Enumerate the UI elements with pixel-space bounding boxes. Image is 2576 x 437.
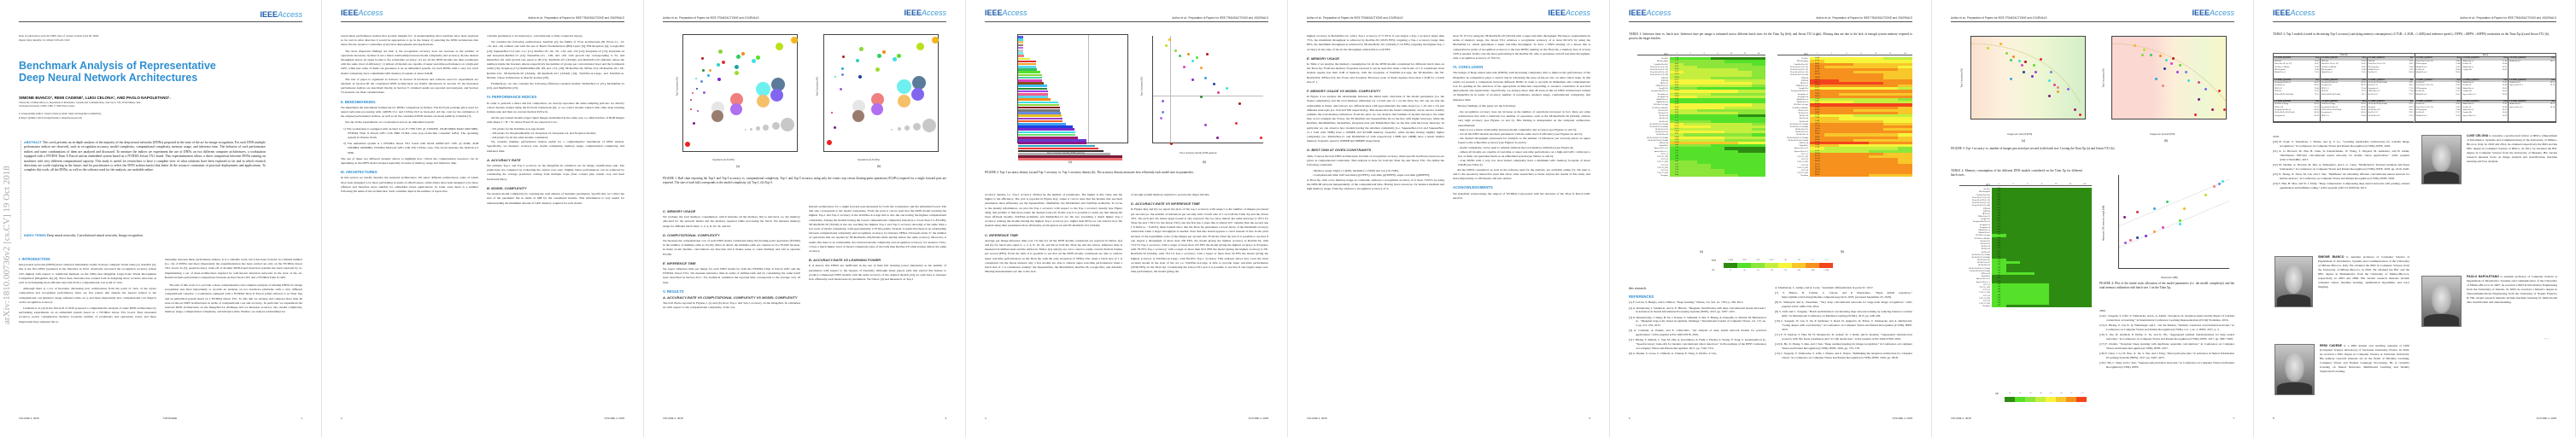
reference-item: [24] S. Han, H. Mao, and W. J. Dally, “Deep compression: Compressing deep neural networks with pruning, trained quantization and huffman coding,” arXiv preprint arXiv:1510.00149, 2015.: [2273, 181, 2409, 189]
table-1-caption: TABLE 1: Inference time vs. batch size. Inference time per image is estimated across different batch sizes for the Titan Xp (left), and Jetson TX1 (right). Missing data are due to the lack of enough system memory required to process the larger batches.: [1629, 32, 1912, 40]
table-row: VGG-16_BN 5.04: [1637, 166, 1765, 169]
ieee-access-logo: IEEEAccess: [341, 9, 383, 17]
table-row: SE-ResNet-101 1.09: [1959, 259, 2092, 261]
table-row: VGG-11 106.44: [1777, 153, 1912, 155]
table-row: ResNet-50 5.10: [1637, 120, 1765, 123]
page-header: Author et al.: Preparation of Papers for IEEE TRANSACTIONS and JOURNALS IEEEAccess: [1307, 9, 1590, 22]
table-row: MobileNet-v2 0.63: [1959, 231, 2092, 234]
table-3-best-models: Titan Xp ≤ 0.7GB, @15FPS Acc. DPN-68 75.95 DenseNet-121 (k=32) 74.47 NASNet-A-Mobile 74.10 BN-Inception 73.48 MobileNet-v2 71.81 ≤ 0.7GB, @30FPS Acc. DPN-68 75.95 DenseNet-121 (k=32) 74.47 NASNet-A-Mobile 74.10 BN-Inception 73.48 MobileNet-v2 71.81 ≤ 0.7GB, @60FPS Acc. DPN-68 75.95 DenseNet-121 (k=32) 74.47 BN-Inception 73.48 MobileNet-v2 71.81 ResNet-18 69.64 ≤ 1.0GB, @15FPS Acc. Inception-ResNet-v2 80.28 Inception-v4 80.10 DPN-131 79.44 DPN-98 79.23 SE-ResNeXt-50(32x4d) 79.11 ≤ 1.0GB, @30FPS Acc. Inception-ResNet-v2 80.28 Inception-v4 80.10 DPN-131 79.44 DPN-98 79.23 SE-ResNeXt-50(32x4d) 79.11 ≤ 1.0GB, @60FPS Acc. SE-ResNeXt-50(32x4d) 79.11 ResNet-152 78.25 Inception-v3 77.50 FBResNet-152 77.44 ResNet-101 77.31 ≤ 1.4GB, @15FPS Acc. NASNet-A-Large 82.50 SENet-154 81.32 Inception-ResNet-v2 80.28 SE-ResNeXt-101(32x4d) 80.28 Inception-v4 80.10 ≤ 1.4GB, @30FPS Acc. NASNet-A-Large 82.50 Inception-ResNet-v2 80.28 SE-ResNeXt-101(32x4d) 80.28 Inception-v4 80.10 DPN-131 79.44 ≤ 1.4GB, @60FPS Acc. SE-ResNeXt-50(32x4d) 79.11 Xception 78.79 SE-ResNet-101 78.42 ResNet-152 78.25 SE-ResNet-50 77.61 Jetson ≤ 0.7GB, @15FPS Acc. DenseNet-121 (k=32) 74.47 BN-Inception 73.48 MobileNet-v2 71.81 ResNet-18 69.64 MobileNet-v1 69.52 ≤ 0.7GB, @30FPS Acc. MobileNet-v2 71.81 ResNet-18 69.64 MobileNet-v1 69.52 GoogLeNet 66.45 ≤ 0.7GB, @60FPS Acc. MobileNet-v1 69.52 ≤ 1.0GB, @15FPS Acc. ResNet-50 76.01 DenseNet-121 (k=32) 74.47 BN-Inception 73.48 ResNet-34 73.27 MobileNet-v2 71.81 ≤ 1.0GB, @30FPS Acc. MobileNet-v2 71.81 ResNet-18 69.64 MobileNet-v1 69.52 GoogLeNet 66.45 SqueezeNet-v1.1 58.18 ≤ 1.0GB, @60FPS Acc. MobileNet-v1 69.52 SqueezeNet-v1.1 58.18 ≤ 1.4GB, @15FPS Acc. ResNet-50 76.01 DenseNet-121 (k=32) 74.47 BN-Inception 73.48 ResNet-34 73.27 MobileNet-v2 71.81 ≤ 1.4GB, @30FPS Acc. MobileNet-v2 71.81 ResNet-18 69.64 MobileNet-v1 69.52 GoogLeNet 66.45 SqueezeNet-v1.1 58.18 ≤ 1.4GB, @60FPS Acc. MobileNet-v1 69.52 SqueezeNet-v1.1 58.18: [2273, 53, 2556, 123]
table-1a-titan: DNN 1 2 4 8 16 32 64 AlexNet 1.28 BN-Inception 5.79 CaffeResNet-101 8.20 DenseNet-121 (k=32) 8.93 DenseNet-169 (k=32) 13.03 DenseNet-201 (k=32) 17.15 DenseNet-161 (k=48) 15.50 DPN-68 10.68 DPN-98 22.31 DPN-131 29.70 FBResNet-152 14.55 GoogLeNet 4.54 Inception-ResNet-v2 25.94 Inception-v3 10.10 Inception-v4 18.96 MobileNet-v1 2.45 MobileNet-v2 3.34 NASNet-A-Large 32.30 NASNet-A-Mobile 22.36 ResNet-101 8.90 ResNet-152 14.31 ResNet-18 1.79 ResNet-34 3.11 ResNet-50 5.10 ResNeXt-101 (32x4d) 17.05 ResNeXt-101 (64x4d) 21.05 SE-ResNet-101 15.10 SE-ResNet-152 23.43 SE-ResNet-50 8.32 SE-ResNeXt-101 (32x4d) 24.96 SE-ResNeXt-50 (32x4d) 12.06 SENet-154 53.80 ShuffleNet 5.40 SqueezeNet-v1.0 1.53 SqueezeNet-v1.1 1.60 VGG-11 3.57 VGG-11_BN 3.49 VGG-13 3.88 VGG-13_BN 4.40 VGG-16 5.17 VGG-16_BN 5.04 VGG-19 5.50 VGG-19_BN 6.17 Xception 6.44: [1637, 53, 1765, 177]
page-2: [322, 0, 644, 437]
table-row: NASNet-A-Mobile 133.87: [1777, 107, 1912, 109]
table-row: AlexNet 1.28: [1637, 57, 1765, 60]
page-header: IEEEAccess Author et al.: Preparation of Papers for IEEE TRANSACTIONS and JOURNALS: [985, 9, 1268, 22]
table-row: SE-ResNet-50 8.32: [1637, 133, 1765, 136]
table-row: Inception-ResNet-v2 25.94: [1637, 90, 1765, 92]
bio-cadene: REMI CADENE is a PhD student and teaching assistant at LIP6 (Computer Science laboratory) of Sorbonne University, France. In 2016, he received a MSc degree in Computer Science at Sorbonne University. His primary research interests are in the fields of Machine Learning, Computer Vision and Natural Language Processing. He is currently focusing on Neural Networks, Multimodal Learning and Weakly Supervised Learning.: [2320, 344, 2409, 373]
table-row: Inception-v3 10.10: [1637, 93, 1765, 96]
table-row: SqueezeNet-v1.1 1.60: [1637, 150, 1765, 153]
figure-1-caption: FIGURE 1: Ball chart reporting the Top-1 and Top-5 accuracy vs. computational complexity. Top-1 and Top-5 accuracy using only the center crop versus floating-point operations (FLOPs) required for a single forward pass are reported. The size of each ball corresponds to the model complexity. (a) Top-1; (b) Top-5.: [663, 177, 946, 184]
abstract-rule: [20, 141, 22, 239]
table-row: GoogLeNet 0.66: [1959, 218, 2092, 220]
bio-napoletano: PAOLO NAPOLETANO is assistant professor of Computer Science at Department of Informatics, Systems and Communication of the University of Milano-Bicocca. In 2007, he received a PhD in Information Engineering from the University of Salerno. In 2003, he received a Master's degree in Telecommunications Engineering from the University of Naples Federico II. His current research interests include machine learning for multi-modal data classification and understanding.: [2467, 275, 2557, 304]
reference-item: [11] F. N. Iandola, S. Han, M. W. Moskewicz, K. Ashraf, W. J. Dally, and K. Keutzer, “Squeezenet: Alexnet-level accuracy with 50x fewer parameters and< 0.5 mb model size,” arXiv preprint arXiv:1602.07360, 2016.: [1775, 332, 1912, 341]
figure-1a-ball-chart: [682, 34, 798, 152]
legend-swatch: [2066, 397, 2076, 402]
table-row: MobileNet-v2 20.51: [1777, 101, 1912, 103]
table-row: Inception-v3 0.72: [1959, 224, 2092, 226]
table-row: Inception-ResNet-v2 198.95: [1777, 90, 1912, 92]
page-1: [0, 0, 322, 437]
reference-item: [22] M. Sandler, A. Howard, M. Zhu, A. Zhmoginov, and L.-C. Chen, “Mobilenetv2: Inverted residuals and linear bottlenecks,” in Conference on Computer Vision and Pattern Recognition (CVPR). IEEE, 2018, pp. 4510–4520.: [2273, 162, 2410, 171]
table-row: SE-ResNet-152 23.43: [1637, 131, 1765, 133]
table-row: NASNet-A-Large 1.09: [1959, 234, 2092, 236]
table-row: DPN-68 10.68: [1637, 77, 1765, 79]
reference-item: [21] A. G. Howard, M. Zhu, B. Chen, D. Kalenichenko, W. Wang, T. Weyand, M. Andreetto, and H. Adam, “Mobilenets: Efficient convolutional neural networks for mobile vision applications,” arXiv preprint arXiv:1704.04861, 2017.: [2273, 149, 2409, 161]
section-heading: I. INTRODUCTION: [19, 257, 50, 261]
table-row: DPN-131 0.95: [1959, 213, 2092, 215]
figure-2a-bar-chart: [1017, 34, 1128, 143]
bio-celona: LUIGI CELONA is currently a postdoctoral fellow at DISCo (Department of Informatics, Systems and Communication) of the University of Milano-Bicocca, Italy. In 2018 and 2014, he obtained respectively the PhD and the MSc degree in Computer Science at DISCo. In 2011, he obtained the BSc degree in Computer Science from the University of Messina. His current research interests focus on image analysis and classification, machine learning and face analysis.: [2467, 134, 2557, 163]
legend-swatch: [1765, 263, 1778, 268]
table-row: DenseNet-169 (k=32) 137.96: [1777, 68, 1912, 71]
author-photo-bianco: [2274, 256, 2313, 307]
page-header: IEEEAccess Author et al.: Preparation of Papers for IEEE TRANSACTIONS and JOURNALS: [2273, 9, 2556, 22]
page-header: Author et al.: Preparation of Papers for IEEE TRANSACTIONS and JOURNALS IEEEAccess: [663, 9, 946, 22]
table-row: ResNeXt-101 (64x4d) 177.40: [1777, 125, 1912, 128]
table-row: ResNet-50 53.09: [1777, 120, 1912, 123]
table-2-caption: TABLE 2: Memory consumption of the different DNN models considered on the Titan Xp for different batch sizes.: [1951, 169, 2082, 177]
table-row: VGG-16_BN 163.37: [1777, 166, 1912, 169]
publication-date: Date of publication xxxx 00, 0000, date of current version xxxx 00, 0000.: [19, 34, 100, 38]
doi: Digital Object Identifier 10.1109/ACCESS.2017.DOI: [19, 39, 70, 42]
table-row: SqueezeNet-v1.1 11.05: [1777, 150, 1912, 153]
affiliation-2: ²Sorbonne Université, CNRS, LIP6, F-75005 Paris, France: [19, 105, 75, 108]
table-row: SE-ResNet-50 1.02: [1959, 264, 2092, 266]
legend-swatch: [2025, 397, 2035, 402]
table-row: SE-ResNeXt-101 (32x4d) 24.96: [1637, 137, 1765, 139]
legend-swatch: [2015, 397, 2025, 402]
right-column: lationship between these performance indices. It is a valuable work, but it has been focused on a limited number (i.e. 14) of DNNs and more importantly the experimentation has been carried out only on the NVIDIA Jetson TX1 board. In [5], speed/accuracy trade-off of modern DNN-based detection systems has been explored by re-implementing a set of meta-architectures inspired by well-known detection networks in the state of the art. Results include performance comparisons between an Intel Xeon CPU and a NVIDIA Titan X GPU. The aim of this work is to provide a more comprehensive and complete analysis of existing DNNs for image recognition and most importantly to provide an analysis on two hardware platforms with a very different computational capacity: a workstation equipped with a NVIDIA Titan X Pascal (often referred to as Titan Xp) and an embedded system based on a NVIDIA Jetson TX1. To this aim we analyze and compare more than 40 state-of-the-art DNN architectures in terms of computational cost and accuracy. In particular we experiment the selected DNN architectures on the ImageNet-1k challenge and we measure: accuracy rate, model complexity, memory usage, computational complexity, and inference time. Further, we analyze relationships be-: [165, 258, 302, 314]
legend-swatch: [2056, 397, 2066, 402]
table-row: ResNeXt-101 (32x4d) 0.77: [1959, 253, 2092, 256]
page-7: Author et al.: Preparation of Papers for IEEE TRANSACTIONS and JOURNALS IEEEAccess Images per second [FPS] Top-1 accuracy [%] (a) Images per second [FPS] Top-1 accuracy [%] (b) FIGURE 3: Top-1 accuracy vs. number of images processed per second (with batch size 1) using the Titan Xp (a) and Jetson TX1 (b). TABLE 2: Memory consumption of the different DNN models considered on the Titan Xp for different batch sizes. DNN 1 2 4 8 16 32 64 AlexNet 0.82 BN-Inception 0.67 CaffeResNet-101 0.74 DenseNet-121 (k=32) 0.67 DenseNet-169 (k=32) 0.87 DenseNet-201 (k=32) 0.72 DenseNet-161 (k=48) 0.76 DPN-68 0.65 DPN-98 0.87 DPN-131 0.95 FBResNet-152 0.89 GoogLeNet 0.66 Inception-ResNet-v2 0.87 Inception-v3 0.72 Inception-v4 0.80 MobileNet-v1 0.63 MobileNet-v2 0.63 NASNet-A-Large 1.09 NASNet-A-Mobile 0.63 ResNet-101 0.82 ResNet-152 0.89 ResNet-18 0.67 ResNet-34 0.74 ResNet-50 0.74 ResNeXt-101 (32x4d) 0.77 ResNeXt-101 (64x4d) 0.90 SE-ResNet-101 1.09 SE-ResNet-152 1.19 SE-ResNet-50 1.02 SE-ResNeXt-101 (32x4d) 1.07 SE-ResNeXt-50 (32x4d) 1.00 SENet-154 1.31 ShuffleNet 0.91 SqueezeNet-v1.0 0.92 SqueezeNet-v1.1 0.90 VGG-11 1.41 VGG-11_BN 1.44 VGG-13 1.44 VGG-13_BN 1.44 VGG-16 1.46 VGG-16_BN 1.46 VGG-19 1.49 VGG-19_BN 1.49 Xception 1.03 GB <1 <2 <3 <4 <5 <6 <7 >=7 Parameters [MB] Maximum GPU memory usage [MB] FIGURE 4: Plot of the initial static allocation of the model parameters (i.e. the model complexity) and the total memory utilization with batch size 1 on the Titan Xp. 2826. [14] C. Szegedy, S. Ioffe, V. Vanhoucke, and A. A. Alemi, “Inception-v4, inception-resnet and the impact of residual connections on learning,” in International Conference Learning Representations (ICLR) Workshop, 2016. [15] G. Huang, Z. Liu, K. Q. Weinberger, and L. van der Maaten, “Densely connected convolutional networks,” in Conference on Computer Vision and Pattern Recognition (CVPR), vol. 1, no. 2. IEEE, 2017, p. 3. [16] S. Xie, R. Girshick, P. Dollár, Z. Tu, and K. He, “Aggregated residual transformations for deep neural networks,” in Conference on Computer Vision and Pattern Recognition (CVPR). IEEE, 2017, pp. 5987–5995. [17] F. Chollet, “Xception: Deep learning with depthwise separable convolutions,” in Conference on Computer Vision and Pattern Recognition (CVPR). IEEE, 2017. [18] Y. Chen, J. Li, H. Xiao, X. Jin, S. Yan, and J. Feng, “Dual path networks,” in Advances in Neural Information Processing Systems (NIPS), 2017, pp. 4467–4475. [19] J. Hu, L. Shen, and G. Sun, “Squeeze-and-excitation networks,” in Conference on Computer Vision and Pattern Recognition (CVPR). IEEE, VOLUME 4, 2018 7: [1932, 0, 2254, 437]
table-row: MobileNet-v1 15.06: [1777, 98, 1912, 101]
table-row: FBResNet-152 0.89: [1959, 215, 2092, 218]
table-row: ResNeXt-101 (32x4d) 115.37: [1777, 123, 1912, 125]
github-icon: ●: [19, 116, 20, 119]
table-row: SENet-154 309.48: [1777, 142, 1912, 144]
table-row: VGG-19_BN 6.17: [1637, 172, 1765, 174]
reference-item: A. Desmaison, L. Antiga, and A. Lerer, “Automatic differentiation in pytorch,” 2017.: [1775, 286, 1874, 289]
legend-swatch: [1751, 263, 1765, 268]
bio-bianco: SIMONE BIANCO is assistant professor of Computer Science at Department of Informatics, Systems and Communication of the University of Milano-Bicocca, Italy. He obtained the PhD in Computer Science from the University of Milano-Bicocca, in 2010. He obtained the BSc and the MSc degree in Mathematics from the University of Milano-Bicocca, respectively in 2003 and 2006. His current research interests include computer vision, machine learning, optimization algorithms, and color imaging.: [2318, 255, 2409, 288]
table-row: SE-ResNet-152 169.73: [1777, 131, 1912, 133]
table-row: NASNet-A-Mobile 22.36: [1637, 107, 1765, 109]
reference-item: [5] J. Huang, V. Rathod, C. Sun, M. Zhu, A. Korattikara, A. Fathi, I. Fischer, Z. Wojna, Y. Song, S. Guadarrama et al., “Speed/accuracy trade-offs for modern convolutional object detectors,” in Proceedings of the IEEE Conference on Computer Vision and Pattern Recognition, 2017, pp. 7310–7311.: [1629, 338, 1766, 350]
table-row: VGG-13_BN 1.44: [1959, 291, 2092, 294]
table-row: SqueezeNet-v1.0 1.53: [1637, 147, 1765, 149]
table-row: SE-ResNeXt-101 (32x4d) 139.62: [1777, 137, 1912, 139]
page-footer: VOLUME 4, 2018 3: [663, 417, 946, 420]
table-row: DenseNet-161 (k=48) 0.76: [1959, 204, 2092, 207]
legend-swatch: [2005, 397, 2015, 402]
figure-2-caption: FIGURE 2: Top-1 accuracy density (a) and Top-1 accuracy vs. Top-1 accuracy density (b). The accuracy density measures how efficiently each model uses its parameters.: [985, 171, 1194, 174]
table-row: VGG-13 1.44: [1959, 288, 2092, 291]
table-row: GoogLeNet 32.11: [1777, 87, 1912, 90]
table-row: AlexNet 28.88: [1777, 57, 1912, 60]
table-row: ResNet-152 14.31: [1637, 112, 1765, 114]
table-row: DenseNet-201 (k=32) 0.72: [1959, 201, 2092, 204]
figure-3b-scatter: [2111, 36, 2227, 119]
reference-item: 2826.: [2099, 309, 2106, 312]
author-photo-napoletano: [2421, 276, 2462, 327]
reference-item: [7] S. Bianco, R. Cadène, L. Celona, and P. Napoletano, “Paper github repository,” https://github.com/CeLuigi/models-comparison.pytorch, 2018, (accessed September 25, 2018).: [1775, 291, 1912, 299]
table-row: ResNet-18 1.79: [1637, 114, 1765, 117]
page-footer: VOLUME 4, 2018 5: [1307, 417, 1590, 420]
table-row: VGG-11_BN 101.50: [1777, 155, 1912, 158]
table-row: VGG-19_BN 185.18: [1777, 172, 1912, 174]
table-row: DPN-98 22.31: [1637, 79, 1765, 82]
table-row: ResNeXt-101 (32x4d) 17.05: [1637, 123, 1765, 125]
table-row: Inception-v4 0.80: [1959, 226, 2092, 229]
table-row: VGG-16 5.17: [1637, 164, 1765, 166]
table-row: Inception-v3 79.39: [1777, 93, 1912, 96]
legend-swatch: [1819, 263, 1833, 268]
table-row: VGG-19 1.49: [1959, 300, 2092, 302]
table-row: FBResNet-152 14.55: [1637, 84, 1765, 87]
reference-item: [1] Y. LeCun, Y. Bengio, and G. Hinton, “Deep learning,” Nature, vol. 521, no. 7553, p. 436, 2015.: [1629, 300, 1744, 305]
table-row: DenseNet-169 (k=32) 0.87: [1959, 199, 2092, 201]
table-row: Xception 1.03: [1959, 305, 2092, 307]
page-header: IEEEAccess Author et al.: Preparation of Papers for IEEE TRANSACTIONS and JOURNALS: [1629, 9, 1912, 22]
index-terms: INDEX TERMS Deep neural networks, Convolutional neural networks, Image recognition.: [24, 234, 143, 237]
table-row: DenseNet-161 (k=48) 15.50: [1637, 73, 1765, 76]
table-row: SE-ResNet-152 1.19: [1959, 261, 2092, 264]
figure-4-scatter: [2118, 175, 2229, 269]
table-row: DPN-98 0.87: [1959, 210, 2092, 213]
table-row: CaffeResNet-101 8.20: [1637, 63, 1765, 66]
table-row: SENet-154 53.80: [1637, 142, 1765, 144]
table-row: ResNeXt-101 (64x4d) 0.90: [1959, 256, 2092, 259]
reference-item: [10] C. Szegedy, W. Liu, Y. Jia, P. Sermanet, S. Reed, D. Anguelov, D. Erhan, V. Vanhoucke, and A. Rabinovich, “Going deeper with convolutions,” in Conference on Computer Vision and Pattern Recognition (CVPR). IEEE, 2015.: [1775, 319, 1912, 331]
ieee-access-logo: IEEEAccess: [985, 9, 1027, 17]
page-footer: 6 VOLUME 4, 2018: [1629, 417, 1912, 420]
author-photo-cadene: [2274, 344, 2315, 395]
reference-item: [19] J. Hu, L. Shen, and G. Sun, “Squeeze-and-excitation networks,” in Conference on Computer Vision and Pattern Recognition (CVPR). IEEE,: [2099, 361, 2234, 369]
paper-title: Benchmark Analysis of Representative Deep Neural Network Architectures: [19, 60, 216, 84]
table-row: VGG-16_BN 1.46: [1959, 297, 2092, 300]
table-row: VGG-11_BN 3.49: [1637, 155, 1765, 158]
table-2-memory: DNN 1 2 4 8 16 32 64 AlexNet 0.82 BN-Inception 0.67 CaffeResNet-101 0.74 DenseNet-121 (k=32) 0.67 DenseNet-169 (k=32) 0.87 DenseNet-201 (k=32) 0.72 DenseNet-161 (k=48) 0.76 DPN-68 0.65 DPN-98 0.87 DPN-131 0.95 FBResNet-152 0.89 GoogLeNet 0.66 Inception-ResNet-v2 0.87 Inception-v3 0.72 Inception-v4 0.80 MobileNet-v1 0.63 MobileNet-v2 0.63 NASNet-A-Large 1.09 NASNet-A-Mobile 0.63 ResNet-101 0.82 ResNet-152 0.89 ResNet-18 0.67 ResNet-34 0.74 ResNet-50 0.74 ResNeXt-101 (32x4d) 0.77 ResNeXt-101 (64x4d) 0.90 SE-ResNet-101 1.09 SE-ResNet-152 1.19 SE-ResNet-50 1.02 SE-ResNeXt-101 (32x4d) 1.07 SE-ResNeXt-50 (32x4d) 1.00 SENet-154 1.31 ShuffleNet 0.91 SqueezeNet-v1.0 0.92 SqueezeNet-v1.1 0.90 VGG-11 1.41 VGG-11_BN 1.44 VGG-13 1.44 VGG-13_BN 1.44 VGG-16 1.46 VGG-16_BN 1.46 VGG-19 1.49 VGG-19_BN 1.49 Xception 1.03: [1959, 184, 2092, 307]
corresponding-author: Corresponding author: Luigi Celona (e-mail: luigi.celona@disco.unimib.it).: [19, 112, 102, 115]
reference-item: [14] C. Szegedy, S. Ioffe, V. Vanhoucke, and A. A. Alemi, “Inception-v4, inception-resnet and the impact of residual connections on learning,” in International Conference Learning Representations (ICLR) Workshop, 2016.: [2099, 314, 2234, 322]
table-row: SE-ResNet-101 15.10: [1637, 128, 1765, 131]
table-row: ResNet-34 39.88: [1777, 117, 1912, 119]
table-row: Xception 6.44: [1637, 174, 1765, 177]
table-row: SqueezeNet-v1.0 0.92: [1959, 277, 2092, 280]
reference-item: [23] X. Zhang, X. Zhou, M. Lin, and J. Sun, “Shufflenet: An extremely efficient convolutional neural network for mobile devices,” in Conference on Computer Vision and Pattern Recognition (CVPR). IEEE, 2018.: [2273, 172, 2409, 180]
gb-color-legend: [2005, 397, 2087, 402]
table-row: DenseNet-169 (k=32) 13.03: [1637, 68, 1765, 71]
table-row: Inception-v4 18.96: [1637, 96, 1765, 98]
table-row: BN-Inception 35.52: [1777, 60, 1912, 62]
table-row: SE-ResNeXt-50 (32x4d) 12.06: [1637, 139, 1765, 142]
table-row: VGG-19_BN 1.49: [1959, 302, 2092, 305]
table-row: SE-ResNeXt-50 (32x4d) 1.00: [1959, 270, 2092, 272]
table-row: ResNeXt-101 (64x4d) 21.05: [1637, 125, 1765, 128]
table-row: VGG-16 151.52: [1777, 164, 1912, 166]
page-footer: 8 VOLUME 4, 2018: [2273, 417, 2556, 420]
arxiv-stamp: arXiv:1810.00736v2 [cs.CV] 19 Oct 2018: [2, 166, 12, 324]
legend-swatch: [2046, 397, 2056, 402]
table-row: DPN-68 0.65: [1959, 207, 2092, 210]
table-row: VGG-11 3.57: [1637, 153, 1765, 155]
table-row: Inception-v4 158.00: [1777, 96, 1912, 98]
reference-item: [4] A. Canziani, A. Paszke, and E. Culurciello, “An analysis of deep neural network models for practical applications,” arXiv preprint arXiv:1605.07678, 2016.: [1629, 329, 1766, 337]
reference-item: [12] K. He, X. Zhang, S. Ren, and J. Sun, “Deep residual learning for image recognition,” in Conference on Computer Vision and Pattern Recognition (CVPR). IEEE, 2016, pp. 770–778.: [1775, 341, 1912, 350]
table-row: ResNet-152 0.89: [1959, 242, 2092, 245]
table-row: CaffeResNet-101 0.74: [1959, 194, 2092, 196]
page-footer: VOLUME 4, 2018 ©2018 IEEE 1: [19, 417, 302, 420]
table-row: VGG-11_BN 1.44: [1959, 286, 2092, 288]
author-list: SIMONE BIANCO¹, REMI CADENE², LUIGI CELONA¹, AND PAOLO NAPOLETANO¹.: [19, 96, 171, 100]
end-mark: • • •: [2544, 337, 2549, 341]
table-row: MobileNet-v1 2.45: [1637, 98, 1765, 101]
legend-swatch: [1724, 263, 1737, 268]
legend-swatch: [1792, 263, 1806, 268]
page-header: IEEEAccess Author et al.: Preparation of Papers for IEEE TRANSACTIONS and JOURNALS: [341, 9, 624, 22]
table-row: SE-ResNeXt-101 (32x4d) 1.07: [1959, 267, 2092, 270]
page-5: Author et al.: Preparation of Papers for IEEE TRANSACTIONS and JOURNALS IEEEAccess highest accuracy is MobileNet-v2, with a Top-1 accuracy of 71.81%; if one targets a Top-1 accuracy larger than 75%, the maximum throughput is achieved by ResNet-50 (18,83 FPS); targeting a Top-1 accuracy larger than 80%, the maximum throughput is achieved by SE-ResNeXt-101 (32x4d) (7,16 FPS); targeting the highest Top-1 accuracy in the state of the art the throughput achievable is 2,29 FPS. E. MEMORY USAGE In Table 2 we analyze the memory consumption for all the DNN models considered for different batch sizes on the Titan Xp. From the memory footprints reported it can be seen that when a batch size of 1 is considered, most models require less than 1GB of memory, with the exception of NASNet-A-Large, the SE-ResNets, the SE-ResNeXTs, SENet-154, the VGGs and Xception. However none of them requires more than 1.5GB for a batch size of 1. F. MEMORY USAGE VS MODEL COMPLEXITY In Figure 4 we analyze the relationship between the initial static allocation of the model parameters (i.e. the model complexity) and the total memory utilization for a batch size of 1 on the Titan Xp. We can see that the relationship is linear, and follows two different lines with approximately the same slope (i.e. 1.10 and 1.15) and different intercepts (i.e. 910 and 639 respectively). This means that the model complexity can be used to reliably estimate the total memory utilization. From the plots we can observe that families of models belong to the same line, as for example the VGGs, the SE-ResNets ans SqueezeNets lie on the line with higher intercept, while the ResNets, DualPathNets, DenseNets, Inception nets and MobileNets line on the line with the lower intercept. In particular we can observe how models having the smallest complexity (i.e. SqueezeNet-v1.0 and SqueezeNet-v1.1 both with 5MB) have a 943MB and 921MB memory footprint, while models having slightly higher complexity (i.e. MobileNet-v1 and MobileNet-v2 with respectively 17MB and 14MB) have a much smaller memory footprint, equal to 650MB and 648MB respectively. G. BEST DNN AT GIVEN CONSTRAINTS Table 3 shows the best DNN architectures in terms of recognition accuracy when specific hardware resources are given as computational constraints. This analysis is done for both the Titan Xp and Jetson TX1. We define the following constrains: - Memory usage: high (≤1.4GB), medium (≤1.0GB) and low (≤0.7GB); - Computational time: half real-time (@15FPS), real-time (@30FPS), super real-time (@60FPS); A Titan Xp, with a low memory usage as constraint, achieves a recognition accuracy of at most 75.95% by using the DPN-68 network independently of the computational time. Having more resources, for instance medium and high memory usage, Titan Xp achieves a recognition accuracy of at most 79.11% by using the SE-ResNeXt-50 (32x4d) with a super real-time throughput. Having no requirements in terms of memory usage, the Jetson TX1 achieves a recognition accuracy of at most 69.52% by using the MobileNet-v1, which guarantees a super real-time throughput. To have a DNN running on a Jetson that is comparable in terms of recognition accuracy to the best DNNs running on the Titan Xp, a memory size of at least 1GB is needed. In this case the most performing is the ResNet-50, able to guarantee an half real-time throughput, with a recognition accuracy of 76.01%. VI. CONCLUSION The design of Deep neural networks (DNNs) with increasing complexity able to improve the performance of the ImageNet-1k competition plays a central rule in advancing the state-of-the-art also on other vision tasks. In this article we present a comparison between different DNNs in order to provide an immediate and comprehensive tool for guiding in the selection of the appropriate architecture responding to resource constraints in practical deployments and applications. Specifically, we analyze more than 40 state-of-the-art DNN architectures trained on ImageNet-1k in terms of accuracy, number of parameters, memory usage, computational complexity, and inference time. The key findings of this paper are the following: - the recognition accuracy does not increase as the number of operations increases: in fact, there are some architectures that with a relatively low number of operations, such as the SE-ResNeXt-50 (32x4d), achieve very high accuracy (see Figures 1a and b). This finding is independent on the computer architecture experimented; - there is not a linear relationship between model complexity and accuracy (see Figures 1a and b); - not all the DNN models use their parameters with the same level of efficiency (see Figures 2a and b); - the desired throughput (expressed for example as the number of inferences per second) places an upper bound to the achievable accuracy (see Figures 3a and b); - model complexity can be used to reliably estimate the total memory utilization (see Figure 4); - almost all models are capable of real-time or super real-time performance on a high-end GPU, while just a few of them can guarantee them on an embedded system (see Tables 1a and b); - even DNNs with a very low level model complexity have a minimum GPU memory footprint of about 0.6GB (see Table 2). All the DNNs considered, as well as the software used for the analysis, are available online [7]. We plan to add to the repository interactive plots that allow other researchers to better explore the results of this study, and more importantly to effortlessly add new entries. ACKNOWLEDGMENTS We gratefully acknowledge the support of NVIDIA Corporation with the donation of the Titan X Pascal GPU used for VOLUME 4, 2018 5: [1288, 0, 1610, 437]
ieee-access-logo: IEEEAccess: [1548, 9, 1590, 17]
table-row: AlexNet 0.82: [1959, 188, 2092, 190]
reference-item: [17] F. Chollet, “Xception: Deep learning with depthwise separable convolutions,” in Conference on Computer Vision and Pattern Recognition (CVPR). IEEE, 2017.: [2099, 342, 2234, 350]
table-row: VGG-13_BN 129.69: [1777, 160, 1912, 163]
ieee-access-logo: IEEEAccess: [904, 9, 946, 17]
page-footer: VOLUME 4, 2018 7: [1951, 417, 2234, 420]
table-row: ResNet-101 0.82: [1959, 240, 2092, 242]
table-row: VGG-13 122.59: [1777, 158, 1912, 160]
table-row: ShuffleNet 0.91: [1959, 275, 2092, 277]
table-row: SE-ResNet-50 68.89: [1777, 133, 1912, 136]
author-photo-celona: [2421, 135, 2462, 184]
reference-item: [3] O. Russakovsky, J. Deng, H. Su, J. Krause, S. Satheesh, S. Ma, Z. Huang, A. Karpathy, A. Khosla, M. Bernstein et al., “Imagenet large scale visual recognition challenge,” International Journal of Computer Vision, vol. 115, no. 3, pp. 211–252, 2015.: [1629, 315, 1766, 328]
table-row: NASNet-A-Large 437.20: [1777, 103, 1912, 106]
table-row: MobileNet-v1 0.63: [1959, 229, 2092, 231]
table-row: ShuffleNet 36.58: [1777, 144, 1912, 147]
table-row: ResNet-18 0.67: [1959, 245, 2092, 248]
abstract: ABSTRACT This work presents an in-depth analysis of the majority of the deep neural networks (DNNs) proposed in the state of the art for image recognition. For each DNN multiple performance indices are observed, such as recognition accuracy, model complexity, computational complexity, memory usage, and inference time. The behavior of such performance indices and some combinations of them are analyzed and discussed. To measure the indices we experiment the use of DNNs on two different computer architectures, a workstation equipped with a NVIDIA Titan X Pascal and an embedded system based on a NVIDIA Jetson TX1 board. This experimentation allows a direct comparison between DNNs running on machines with very different computational capacity. This study is useful for researchers to have a complete view of what solutions have been explored so far and in which research directions are worth exploring in the future; and for practitioners to select the DNN architecture(s) that better fit the resource constraints of practical deployments and applications. To complete this work, all the DNNs, as well as the software used for the analysis, are available online.: [24, 141, 266, 172]
page-4: IEEEAccess Author et al.: Preparation of Papers for IEEE TRANSACTIONS and JOURNALS Top-1 accuracy density [%/M-params] (a) Top-1 accuracy density [%/M-params] Top-1 accuracy [%] (b) FIGURE 2: Top-1 accuracy density (a) and Top-1 accuracy vs. Top-1 accuracy density (b). The accuracy density measures how efficiently each model uses its parameters. accuracy density, i.e. Top-1 accuracy divided by the number of parameters. The higher is this value and the higher is the efficiency. The plot is reported in Figure 2(a), where it can be seen that the models that use their parameters most efficiently are the SqueezeNets, ShuffleNet, the MobileNets and NASNet-A-Mobile. To focus to the density information, we plot the Top-1 accuracy with respect to the Top-1 accuracy density (see Figure 2(b)), that permits to find more easily the desired trade-off. In this way it is possible to easily see that among the most efficient models, NASNet-A-Mobile and MobileNet-v2 are the two providing a much higher Top-1 accuracy. Among the models having the highest Top-1 accuracy (i.e. higher than 80%) we can observe how the models using their parameters more efficiently are Inception-v4 and SE-ResNeXt-101 (32x4d). C. INFERENCE TIME Average per image inference time over 10 runs for all the DNN models considered are reported in Tables 1(a) and (b) for batch size equal to 1, 2, 4, 8, 16, 32, and 64 on both the Titan Xp and the Jetson. Inference time is measured in milliseconds and the entries in Tables 1(a) and (b) are color coded to easily convert them in frames per second (FPS). From the table it is possible to see that all the DNN models considered are able to achieve super real-time performances on the Titan Xp with the only exception of SENet-154, when a batch size of 1 is considered. On the Jetson instead, only a few models are able to achieve super real-time performances when a batch size of 1 is considered, namely: the SqueezeNets, the MobileNets, ResNet-18, GoogLeNet, and AlexNet. Missing measurements are due to the lack of enough system memory required to process the larger batches. D. ACCURACY-RATE VS INFERENCE TIME In Figure 3(a) and (b) we report the plots of the top-1 accuracy with respect to the number of images processed per second (i.e. the number of inferences per second) with a batch size of 1 on both the Titan Xp and the Jetson TX1. On each plot the linear upper bound is also reported; the two have almost the same intercept (≈ 83.3 for Titan Xp and ≈ 83.0 for the Jetson TX1), but the first has a slope that is almost 8.3× smaller than the second one (−0.0244 vs. −0.2025); these bounds show that the Titan Xp guarantees a lower decay of the maximum accuracy achievable when a larger throughput is needed. Note that this bound appears a curve instead of line in the plots because of the logarithmic scale of the images per second axis. From the Titan Xp plot it is possible to see that if one targets a throughput of more than 250 FPS, the model giving the highest accuracy is ResNet-34, with 73.27% Top-1 accuracy; with a target of more than 125 FPS the model giving the highest accuracy is Xception, with 78,79% Top-1 accuracy; with a target of more than 62.5 FPS the model giving the highest accuracy is SE-ResNeXt-50 (32x4d), with 79,11% Top-1 accuracy; with a target of more than 30 FPS the model giving the highest accuracy is NASNet-A-Large, with 82,50% Top-1 accuracy. This analysis shows how even the most accurate model in the state of the art, i.e. NASNet-A-Large, is able to provide super real-time performance (30.96 FPS) on the Titan Xp. Considering the Jetson TX1 plot it is possible to see that if one targets super real-time performance, the model giving the 4 VOLUME 4, 2018: [966, 0, 1288, 437]
table-row: DPN-98 243.51: [1777, 79, 1912, 82]
table-row: Xception 98.96: [1777, 174, 1912, 177]
body-columns: tween these performance indices that provide insights for: 1) understanding what solutions have been explored so far and in what direction it would be appropriate to go in the future; 2) selecting the DNN architecture that better fits the resource constraints of practical deployments and applications. The most important findings are that: i) the recognition accuracy does not increase as the number of operations increases; ii) there is not a linear relationship between model complexity and accuracy; iii) the desired throughput places an upper bound to the achievable accuracy; iv) not all the DNN models use their parameters with the same level of efficiency; v) almost all models are capable of super real-time performance on a high-end GPU, while just some of them can guarantee it on an embedded system; vi) even DNNs with a very low level model complexity have a minimum GPU memory footprint of about 0.6GB. The rest of paper is organized as follows: in Section II hardware and software used for experiments are detailed; in Section III the considered DNN architectures are briefly introduced; in Section IV the measured performance indices are described; finally, in Section V obtained results are reported and analyzed, and Section VI presents our final considerations. II. BENCHMARKING We implement the benchmark framework for DNNs comparison in Python. The PyTorch package [6] is used for neural networks processing with cuDNN-v5.1 and CUDA-v9.0 as back-end. All the code for the estimation of the adopted performance indices, as well as all the considered DNN models are made publicly available [7]. We run all the experiments on a workstation and on an embedded system: 1) The workstation is equipped with an Intel Core I7-7700 CPU @ 3.60GHZ, 16GB DDR4 RAM 2400 MHz, NVIDIA Titan X Pascal GPU with 3840 CUDA cores (top-of-the-line consumer GPU). The operating system is Ubuntu 16.04. 2) The embedded system is a NVIDIA Jetson TX1 board with 64-bit ARM®A57 CPU @ 2GHz, 4GB LPDDR4 1600MHz, NVIDIA Maxwell GPU with 256 CUDA cores. The board includes the JetPack-2.3 SDK. The use of these two different systems allows to highlight how critical the computational resources can be depending on the DNN model adopted especially in terms of memory usage and inference time. III. ARCHITECTURES In this section we briefly describe the analyzed architectures. We select different architectures, some of which have been designed to be more performing in terms of effectiveness, while others have been designed to be more efficient and therefore more suitable for embedded vision applications. In some cases there is a number following the name of the architecture. Such a number depicts the number of layers that contains parameters to be learned (i.e. convolutional or fully connected layers). We consider the following architectures: AlexNet [2]; the family of VGG architectures [8] (VGG-11, -13, -16, and -19) without and with the use of Batch Normalization (BN) layers [9]; BN-Inception [9]; GoogLeNet [10]; SqueezeNet-v1.0 and -v1.1 [11]; ResNet-18, -34, -50, -101, and -152 [12]; Inception-v3 [13]; Inception-v4 and Inception-ResNet-v2 [14]; DenseNet-121, -169, and -201 with growth rate corresponding to 32, and DenseNet-161 with growth rate equal to 48 [15]; ResNeXt-101 (32x4d), and ResNeXt-101 (64x4d), where the numbers inside the brackets denote respectively the number of groups per convolutional layer and the bottleneck width [16]; Xception [17]; DualPathNet-68, -98, and -131, [18]; SE-ResNet-50, SENet-154, SE-ResNet-101, SE-ResNet-152, SE-ResNeXt-50 (32x4d), SE-ResNeXt-101 (32x4d) [19]; NASNet-A-Large, and NASNet-A-Mobile, whose architecture is directly learned [20]. Furthermore, we also consider the following efficiency-oriented models: MobileNet-v1 [21], MobileNet-v2 [22], and ShuffleNet [23]. IV. PERFORMANCE INDICES In order to perform a direct and fair comparison, we exactly reproduce the same sampling policies: we directly collect models trained using the PyTorch framework [6], or we collect models trained with other deep learning frameworks and then we convert them in PyTorch. All the pre-trained models expect input images normalized in the same way, i.e. mini-batches of RGB images with shape 3 × H × W, where H and W are expected to be: - 331 pixels for the NASNet-A-Large model; - 229 pixels for InceptionResNet-v2, Inception-v3, Inception-v4, and Xception models; - 224 pixels for all the other models considered. We consider multiple performance indices useful for a comprehensive benchmark of DNN models. Specifically, we measure: accuracy rate, model complexity, memory usage, computational complexity, and inference time. A. ACCURACY RATE We estimate Top-1 and Top-5 accuracy on the ImageNet-1k validation set for image classification task. The predictions are computed by evaluating the central crop only. Slightly better performances can be achieved by considering the average prediction coming from multiple crops (four corners plus central crop and their horizontal flips). B. MODEL COMPLEXITY We analyze model complexity by counting the total amount of learnable parameters. Specifically, we collect the size of the parameter file in terms of MB for the considered models. This information is very useful for understanding the minimum amount of GPU memory required for each model.: [341, 34, 624, 205]
table-row: DenseNet-121 (k=32) 8.93: [1637, 66, 1765, 68]
table-row: VGG-11 1.41: [1959, 283, 2092, 286]
table-row: ResNet-152 124.67: [1777, 112, 1912, 114]
page-3: Author et al.: Preparation of Papers for IEEE TRANSACTIONS and JOURNALS IEEEAccess Operations [G-FLOPs] Top-1 accuracy [%] (a) Operations [G-FLOPs] Top-5 accuracy [%] (b) FIGURE 1: Ball chart reporting the Top-1 and Top-5 accuracy vs. computational complexity. Top-1 and Top-5 accuracy using only the center crop versus floating-point operations (FLOPs) required for a single forward pass are reported. The size of each ball corresponds to the model complexity. (a) Top-1; (b) Top-5. C. MEMORY USAGE We evaluate the total memory consumption, which includes all the memory that is allocated, i.e. the memory allocated for the network model and the memory required while processing the batch. We measure memory usage for different batch sizes: 1, 2, 4, 8, 16, 32, and 64. D. COMPUTATIONAL COMPLEXITY We measure the computational cost of each DNN model considered using the floating-point operations (FLOPs) in the number of multiply-adds as in [16]. More in detail, the multiply-adds are counted as two FLOPs because, in many recent models, convolutions are bias-free and it makes sense to count multiply and add as separate FLOPs. E. INFERENCE TIME We report inference time per image for each DNN model for both the NVIDIA Titan X Pascal GPU and the NVIDIA Jetson TX1. We measure inference time in terms of milliseconds and by considering the same batch sizes described in Section IV-C. For statistical validation the reported time corresponds to the average over 10 runs. V. RESULTS A. ACCURACY-RATE VS COMPUTATIONAL COMPLEXITY VS MODEL COMPLEXITY The ball charts reported in Figures 1 (a) and (b) show Top-1 and Top-5 accuracy on the ImageNet-1k validation set with respect to the computational complexity of the con- sidered architectures for a single forward pass measured for both the workstation and the embedded board. The ball size corresponds to the model complexity. From the plots it can be seen that the DNN model reaching the highest Top-1 and Top-5 accuracy is the NASNet-A-Large that is also the one having the highest computational complexity. Among the models having the lowest computational complexity instead (i.e. lower than 5 G-FLOPs), SE-ResNeXt-50 (32x4d) is the one reaching the highest Top-1 and Top-5 accuracy showing at the same time a low level of model complexity, with approximately 2.76 M-params. Overall, it seems that there is no relationship between computational complexity and recognition accuracy, for instance SENet-154 needs about 3× the number of operations that are needed by SE-ResNeXt-101(32x4d) while having almost the same accuracy. Moreover, it seems that there is no relationship also between model complexity and recognition accuracy: for instance VGG-13 has a much higher level of model complexity (size of the ball) than ResNet-18 while having almost the same accuracy. B. ACCURACY-RATE VS LEARNING POWER It is known that DNNs are inefficient in the use of their full learning power (measured as the number of parameters with respect to the degrees of freedom). Although many papers exist that exploit this feature to produce compressed DNN models with the same accuracy of the original models [24] we want here to measure how efficiently each model uses its parameters. We follow [4] and measure it as Top-1 VOLUME 4, 2018 3: [644, 0, 966, 437]
figure-4-caption: FIGURE 4: Plot of the initial static allocation of the model parameters (i.e. the model complexity) and the total memory utilization with batch size 1 on the Titan Xp.: [2099, 282, 2234, 289]
table-row: VGG-13_BN 4.40: [1637, 160, 1765, 163]
page-footer: 2 VOLUME 4, 2018: [341, 417, 624, 420]
page-8: [2254, 0, 2576, 437]
table-row: VGG-13 3.88: [1637, 158, 1765, 160]
reference-item: [13] C. Szegedy, V. Vanhoucke, S. Ioffe, J. Shlens, and Z. Wojna, “Rethinking the inception architecture for computer vision,” in Conference on Computer Vision and Pattern Recognition (CVPR). IEEE, 2016, pp. 2818–: [1775, 351, 1912, 359]
figure-3-caption: FIGURE 3: Top-1 accuracy vs. number of images processed per second (with batch size 1) using the Titan Xp (a) and Jetson TX1 (b).: [1951, 147, 2116, 150]
table-row: DPN-131 29.70: [1637, 82, 1765, 84]
ieee-access-logo: IEEEAccess: [2192, 9, 2234, 17]
table-row: DPN-131 330.15: [1777, 82, 1912, 84]
figure-1b-ball-chart: [823, 34, 939, 152]
page-6: IEEEAccess Author et al.: Preparation of Papers for IEEE TRANSACTIONS and JOURNALS TABLE 1: Inference time vs. batch size. Inference time per image is estimated across different batch sizes for the Titan Xp (left), and Jetson TX1 (right). Missing data are due to the lack of enough system memory required to process the larger batches. DNN 1 2 4 8 16 32 64 AlexNet 1.28 BN-Inception 5.79 CaffeResNet-101 8.20 DenseNet-121 (k=32) 8.93 DenseNet-169 (k=32) 13.03 DenseNet-201 (k=32) 17.15 DenseNet-161 (k=48) 15.50 DPN-68 10.68 DPN-98 22.31 DPN-131 29.70 FBResNet-152 14.55 GoogLeNet 4.54 Inception-ResNet-v2 25.94 Inception-v3 10.10 Inception-v4 18.96 MobileNet-v1 2.45 MobileNet-v2 3.34 NASNet-A-Large 32.30 NASNet-A-Mobile 22.36 ResNet-101 8.90 ResNet-152 14.31 ResNet-18 1.79 ResNet-34 3.11 ResNet-50 5.10 ResNeXt-101 (32x4d) 17.05 ResNeXt-101 (64x4d) 21.05 SE-ResNet-101 15.10 SE-ResNet-152 23.43 SE-ResNet-50 8.32 SE-ResNeXt-101 (32x4d) 24.96 SE-ResNeXt-50 (32x4d) 12.06 SENet-154 53.80 ShuffleNet 5.40 SqueezeNet-v1.0 1.53 SqueezeNet-v1.1 1.60 VGG-11 3.57 VGG-11_BN 3.49 VGG-13 3.88 VGG-13_BN 4.40 VGG-16 5.17 VGG-16_BN 5.04 VGG-19 5.50 VGG-19_BN 6.17 Xception 6.44 DNN 1 2 4 8 16 32 64 AlexNet 28.88 BN-Inception 35.52 CaffeResNet-101 84.47 DenseNet-121 (k=32) 66.43 DenseNet-169 (k=32) 137.96 DenseNet-201 (k=32) 84.57 DenseNet-161 (k=48) 103.20 DPN-68 113.08 DPN-98 243.51 DPN-131 330.15 FBResNet-152 133.68 GoogLeNet 32.11 Inception-ResNet-v2 198.95 Inception-v3 79.39 Inception-v4 158.00 MobileNet-v1 15.06 MobileNet-v2 20.51 NASNet-A-Large 437.20 NASNet-A-Mobile 133.87 ResNet-101 84.52 ResNet-152 124.67 ResNet-18 21.16 ResNet-34 39.88 ResNet-50 53.09 ResNeXt-101 (32x4d) 115.37 ResNeXt-101 (64x4d) 177.40 SE-ResNet-101 118.13 SE-ResNet-152 169.73 SE-ResNet-50 68.89 SE-ResNeXt-101 (32x4d) 139.62 SE-ResNeXt-50 (32x4d) 88.86 SENet-154 309.48 ShuffleNet 36.58 SqueezeNet-v1.0 17.00 SqueezeNet-v1.1 11.05 VGG-11 106.44 VGG-11_BN 101.50 VGG-13 122.59 VGG-13_BN 129.69 VGG-16 151.52 VGG-16_BN 163.37 VGG-19 178.04 VGG-19_BN 185.18 Xception 98.96 (a) (b) FPS ms >1000 >250 >125 >62.5 >30 >15 >5 <=5 <1 <4 <8 <16 <33 <66 <200 >=200 this research. REFERENCES [1] Y. LeCun, Y. Bengio, and G. Hinton, “Deep learning,” Nature, vol. 521, no. 7553, p. 436, 2015. [2] A. Krizhevsky, I. Sutskever, and G. E. Hinton, “Imagenet classification with deep convolutional neural networks,” in Advances in Neural Information Processing Systems (NIPS), 2012, pp. 1097–1105. [3] O. Russakovsky, J. Deng, H. Su, J. Krause, S. Satheesh, S. Ma, Z. Huang, A. Karpathy, A. Khosla, M. Bernstein et al., “Imagenet large scale visual recognition challenge,” International Journal of Computer Vision, vol. 115, no. 3, pp. 211–252, 2015. [4] A. Canziani, A. Paszke, and E. Culurciello, “An analysis of deep neural network models for practical applications,” arXiv preprint arXiv:1605.07678, 2016. [5] J. Huang, V. Rathod, C. Sun, M. Zhu, A. Korattikara, A. Fathi, I. Fischer, Z. Wojna, Y. Song, S. Guadarrama et al., “Speed/accuracy trade-offs for modern convolutional object detectors,” in Proceedings of the IEEE Conference on Computer Vision and Pattern Recognition, 2017, pp. 7310–7311. [6] A. Paszke, S. Gross, S. Chintala, G. Chanan, E. Yang, Z. DeVito, Z. Lin, A. Desmaison, L. Antiga, and A. Lerer, “Automatic differentiation in pytorch,” 2017. [7] S. Bianco, R. Cadène, L. Celona, and P. Napoletano, “Paper github repository,” https://github.com/CeLuigi/models-comparison.pytorch, 2018, (accessed September 25, 2018). [8] K. Simonyan and A. Zisserman, “Very deep convolutional networks for large-scale image recognition,” arXiv preprint arXiv:1409.1556, 2014. [9] S. Ioffe and C. Szegedy, “Batch normalization: Accelerating deep network training by reducing internal covariate shift,” in International Conference on Machine Learning (ICML), 2015, pp. 448–456. [10] C. Szegedy, W. Liu, Y. Jia, P. Sermanet, S. Reed, D. Anguelov, D. Erhan, V. Vanhoucke, and A. Rabinovich, “Going deeper with convolutions,” in Conference on Computer Vision and Pattern Recognition (CVPR). IEEE, 2015. [11] F. N. Iandola, S. Han, M. W. Moskewicz, K. Ashraf, W. J. Dally, and K. Keutzer, “Squeezenet: Alexnet-level accuracy with 50x fewer parameters and< 0.5 mb model size,” arXiv preprint arXiv:1602.07360, 2016. [12] K. He, X. Zhang, S. Ren, and J. Sun, “Deep residual learning for image recognition,” in Conference on Computer Vision and Pattern Recognition (CVPR). IEEE, 2016, pp. 770–778. [13] C. Szegedy, V. Vanhoucke, S. Ioffe, J. Shlens, and Z. Wojna, “Rethinking the inception architecture for computer vision,” in Conference on Computer Vision and Pattern Recognition (CVPR). IEEE, 2016, pp. 2818– 6 VOLUME 4, 2018: [1610, 0, 1932, 437]
reference-item: [2] A. Krizhevsky, I. Sutskever, and G. E. Hinton, “Imagenet classification with deep convolutional neural networks,” in Advances in Neural Information Processing Systems (NIPS), 2012, pp. 1097–1105.: [1629, 306, 1766, 314]
ieee-access-logo: IEEEAccess: [1629, 9, 1671, 17]
table-row: SE-ResNeXt-50 (32x4d) 88.86: [1777, 139, 1912, 142]
table-row: GoogLeNet 4.54: [1637, 87, 1765, 90]
table-row: DenseNet-161 (k=48) 103.20: [1777, 73, 1912, 76]
table-row: BN-Inception 5.79: [1637, 60, 1765, 62]
left-column: I. INTRODUCTION Deep neural networks (DNNs) have achieved remarkable results in many computer vision tasks [1]. AlexNet [2], that is the first DNN presented in the literature in 2012, drastically increased the recognition accuracy (about 10% higher) with respect to traditional methods on the 1000-class ImageNet Large-Scale Visual Recognition Competition (ImageNet-1k) [3]. Since then, literature has worked both in designing more accurate networks as well as in designing more efficient networks from a computational-cost point of view. Although there is a lot of literature discussing new architectures from the point of view of the layers composition and recognition performance, there are few papers that analyze the aspects related to the computational cost (memory usage, inference time, etc.), and more importantly how computational cost impacts on the recognition accuracy. Canziani et al. [4] in the first half of 2016 proposed a comprehensive analysis of some DNN architectures by performing experiments on an embedded system based on a NVIDIA Jetson TX1 board. They measured accuracy, power consumption, memory footprint, number of parameters and operations count, and more importantly they analyzed the re-: [19, 257, 156, 323]
legend-swatch: [1806, 263, 1819, 268]
reference-item: [6] A. Paszke, S. Gross, S. Chintala, G. Chanan, E. Yang, Z. DeVito, Z. Lin,: [1629, 352, 1717, 356]
table-row: VGG-19 5.50: [1637, 169, 1765, 172]
table-row: SE-ResNet-101 118.13: [1777, 128, 1912, 131]
reference-item: [15] G. Huang, Z. Liu, K. Q. Weinberger, and L. van der Maaten, “Densely connected convolutional networks,” in Conference on Computer Vision and Pattern Recognition (CVPR), vol. 1, no. 2. IEEE, 2017, p. 3.: [2099, 323, 2234, 331]
table-row: BN-Inception 0.67: [1959, 190, 2092, 193]
legend-swatch: [1737, 263, 1751, 268]
repo-link[interactable]: ● https://github.com/CeLuigi/models-comparison.pytorch: [19, 116, 82, 119]
table-row: ResNet-101 8.90: [1637, 109, 1765, 112]
page-footer: 4 VOLUME 4, 2018: [985, 417, 1268, 420]
table-row: DenseNet-121 (k=32) 0.67: [1959, 196, 2092, 199]
table-row: ResNet-18 21.16: [1777, 114, 1912, 117]
table-row: DenseNet-121 (k=32) 66.43: [1777, 66, 1912, 68]
affiliation-1: ¹University of Milano-Bicocca, Department of Informatics, Systems and Communication, viale Sarca, 336, 20126 Milano, Italy: [19, 102, 141, 104]
figure-2b-scatter: [1152, 36, 1263, 143]
table-row: FBResNet-152 133.68: [1777, 84, 1912, 87]
table-row: ResNet-34 3.11: [1637, 117, 1765, 119]
table-row: DenseNet-201 (k=32) 84.57: [1777, 71, 1912, 73]
table-row: DPN-68 113.08: [1777, 77, 1912, 79]
legend-swatch: [2035, 397, 2046, 402]
reference-item: [16] S. Xie, R. Girshick, P. Dollár, Z. Tu, and K. He, “Aggregated residual transformations for deep neural networks,” in Conference on Computer Vision and Pattern Recognition (CVPR). IEEE, 2017, pp. 5987–5995.: [2099, 333, 2234, 341]
reference-item: [18] Y. Chen, J. Li, H. Xiao, X. Jin, S. Yan, and J. Feng, “Dual path networks,” in Advances in Neural Information Processing Systems (NIPS), 2017, pp. 4467–4475.: [2099, 352, 2234, 359]
ieee-access-logo: IEEEAccess: [2273, 9, 2315, 17]
fps-color-legend: [1724, 263, 1833, 268]
table-row: ResNet-34 0.74: [1959, 248, 2092, 250]
reference-item: [9] S. Ioffe and C. Szegedy, “Batch normalization: Accelerating deep network training by reducing internal covariate shift,” in International Conference on Machine Learning (ICML), 2015, pp. 448–456.: [1775, 310, 1912, 318]
table-row: NASNet-A-Mobile 0.63: [1959, 237, 2092, 240]
legend-swatch: [1778, 263, 1792, 268]
table-row: ResNet-101 84.52: [1777, 109, 1912, 112]
table-row: DenseNet-201 (k=32) 17.15: [1637, 71, 1765, 73]
reference-item: [20] B. Zoph, V. Vasudevan, J. Shlens, and Q. V. Le, “Learning transferable architectures for scalable image recognition,” in Conference on Computer Vision and Pattern Recognition (CVPR). IEEE, 2018.: [2273, 140, 2409, 148]
ieee-access-logo: IEEEAccess: [260, 10, 302, 19]
table-1b-jetson: DNN 1 2 4 8 16 32 64 AlexNet 28.88 BN-Inception 35.52 CaffeResNet-101 84.47 DenseNet-121 (k=32) 66.43 DenseNet-169 (k=32) 137.96 DenseNet-201 (k=32) 84.57 DenseNet-161 (k=48) 103.20 DPN-68 113.08 DPN-98 243.51 DPN-131 330.15 FBResNet-152 133.68 GoogLeNet 32.11 Inception-ResNet-v2 198.95 Inception-v3 79.39 Inception-v4 158.00 MobileNet-v1 15.06 MobileNet-v2 20.51 NASNet-A-Large 437.20 NASNet-A-Mobile 133.87 ResNet-101 84.52 ResNet-152 124.67 ResNet-18 21.16 ResNet-34 39.88 ResNet-50 53.09 ResNeXt-101 (32x4d) 115.37 ResNeXt-101 (64x4d) 177.40 SE-ResNet-101 118.13 SE-ResNet-152 169.73 SE-ResNet-50 68.89 SE-ResNeXt-101 (32x4d) 139.62 SE-ResNeXt-50 (32x4d) 88.86 SENet-154 309.48 ShuffleNet 36.58 SqueezeNet-v1.0 17.00 SqueezeNet-v1.1 11.05 VGG-11 106.44 VGG-11_BN 101.50 VGG-13 122.59 VGG-13_BN 129.69 VGG-16 151.52 VGG-16_BN 163.37 VGG-19 178.04 VGG-19_BN 185.18 Xception 98.96: [1777, 53, 1912, 177]
table-row: Inception-ResNet-v2 0.87: [1959, 220, 2092, 223]
table-row: VGG-19 178.04: [1777, 169, 1912, 172]
body-columns: [19, 253, 302, 415]
page-header: Author et al.: Preparation of Papers for IEEE TRANSACTIONS and JOURNALS IEEEAccess: [1951, 9, 2234, 22]
figure-3a-scatter: [1970, 36, 2086, 119]
table-row: ShuffleNet 5.40: [1637, 144, 1765, 147]
reference-item: 2018.: [2273, 135, 2280, 138]
table-3-caption: TABLE 3: Top 5 models (sorted in decreasing Top-1 accuracy) satisfying memory consumption (≤0.7GB, ≤1.0GB, ≤1.4GB) and inference speed (≥15FPS, ≥30FPS, ≥60FPS) constraints on the Titan Xp (a) and Jetson TX1 (b).: [2273, 32, 2550, 36]
table-row: NASNet-A-Large 32.30: [1637, 103, 1765, 106]
table-row: VGG-16 1.46: [1959, 294, 2092, 297]
table-row: SqueezeNet-v1.1 0.90: [1959, 281, 2092, 283]
legend-swatch: [2076, 397, 2087, 402]
table-row: ResNet-50 0.74: [1959, 251, 2092, 253]
table-row: MobileNet-v2 3.34: [1637, 101, 1765, 103]
reference-item: [8] K. Simonyan and A. Zisserman, “Very deep convolutional networks for large-scale image recognition,” arXiv preprint arXiv:1409.1556, 2014.: [1775, 300, 1912, 308]
table-row: SENet-154 1.31: [1959, 272, 2092, 275]
table-row: SqueezeNet-v1.0 17.00: [1777, 147, 1912, 149]
table-row: CaffeResNet-101 84.47: [1777, 63, 1912, 66]
